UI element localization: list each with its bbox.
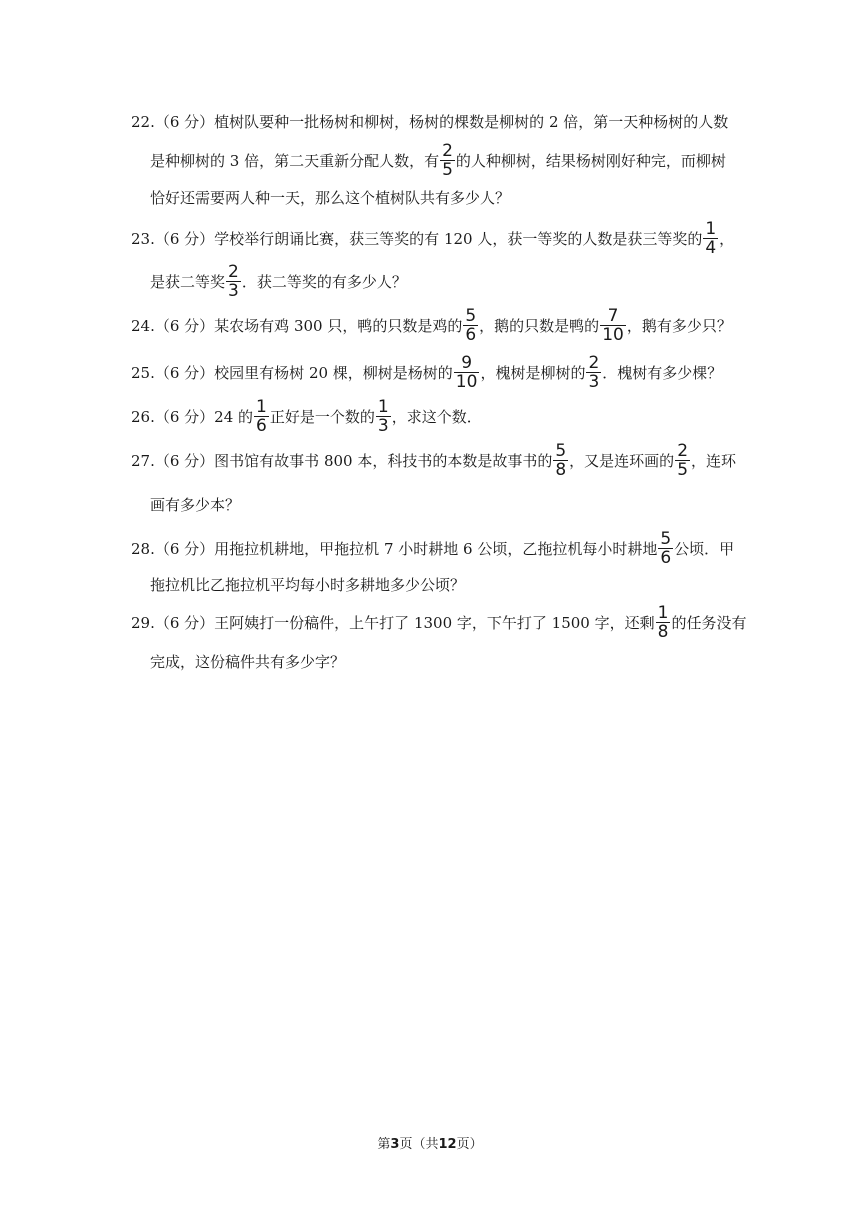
question-number: 27. — [131, 452, 155, 470]
fraction-numerator: 7 — [600, 307, 626, 326]
fraction-denominator: 4 — [705, 237, 717, 258]
question-text: ，又是连环画的 — [569, 452, 675, 470]
question-text: ．槐树有多少棵？ — [602, 364, 723, 382]
total-page-count: 12 — [438, 1137, 457, 1152]
fraction-denominator: 10 — [602, 324, 624, 345]
fraction-numerator: 5 — [660, 528, 672, 549]
question-text: 学校举行朗诵比赛，获三等奖的有 120 人，获一等奖的人数是获三等奖的 — [214, 230, 703, 248]
fraction-numerator: 5 — [555, 440, 567, 461]
fraction-numerator: 2 — [442, 140, 453, 161]
question-text-line — [150, 565, 465, 605]
fraction-denominator: 8 — [657, 621, 669, 642]
page-footer — [0, 1136, 860, 1154]
question-number: 22. — [131, 113, 155, 131]
question-points: （6 分） — [154, 230, 215, 248]
footer-suffix: 页） — [456, 1137, 483, 1152]
fraction-denominator: 10 — [455, 371, 478, 392]
question-text: 24 的 — [214, 408, 254, 426]
question-text: 恰好还需要两人种一天，那么这个植树队共有多少人？ — [150, 189, 511, 207]
question-text: 用拖拉机耕地，甲拖拉机 7 小时耕地 6 公顷，乙拖拉机每小时耕地 — [214, 540, 658, 558]
question-text: 拖拉机比乙拖拉机平均每小时多耕地多少公顷？ — [150, 576, 466, 594]
question-text: 某农场有鸡 300 只，鸭的只数是鸡的 — [214, 317, 463, 335]
fraction-numerator: 9 — [454, 354, 480, 373]
question-text: ， — [719, 230, 735, 248]
question-text: 的任务没有 — [671, 614, 747, 632]
fraction — [254, 398, 269, 435]
question-points: （6 分） — [154, 614, 215, 632]
question-text: 的人种柳树，结果杨树刚好种完，而柳树 — [455, 152, 726, 170]
question-text: 植树队要种一批杨树和柳树，杨树的棵数是柳树的 2 倍，第一天种杨树的人数 — [214, 113, 729, 131]
question-number: 24. — [131, 317, 155, 335]
fraction-denominator: 5 — [677, 459, 689, 480]
question-number: 23. — [131, 230, 155, 248]
question-text-line — [131, 219, 734, 259]
fraction — [600, 307, 626, 344]
question-points: （6 分） — [154, 113, 215, 131]
question-text: 王阿姨打一份稿件，上午打了 1300 字，下午打了 1500 字，还剩 — [214, 614, 655, 632]
fraction-numerator: 1 — [377, 396, 389, 417]
fraction-numerator: 2 — [588, 352, 600, 373]
fraction-numerator: 1 — [256, 396, 267, 417]
question-points: （6 分） — [154, 408, 215, 426]
question-text-line — [131, 441, 736, 481]
fraction-denominator: 6 — [256, 415, 267, 436]
fraction — [553, 442, 568, 479]
question-text: 图书馆有故事书 800 本，科技书的本数是故事书的 — [214, 452, 553, 470]
question-text-line — [150, 262, 407, 302]
question-text: 公顷．甲 — [674, 540, 735, 558]
fraction-numerator: 5 — [465, 305, 477, 326]
fraction-denominator: 5 — [442, 159, 453, 180]
footer-middle: 页（共 — [399, 1137, 439, 1152]
question-text-line — [150, 178, 510, 218]
fraction-denominator: 6 — [465, 324, 477, 345]
question-points: （6 分） — [154, 364, 215, 382]
question-text: 是获二等奖 — [150, 273, 226, 291]
fraction-denominator: 8 — [555, 459, 567, 480]
question-text-line — [150, 141, 726, 181]
footer-prefix: 第 — [377, 1137, 391, 1152]
fraction — [703, 220, 718, 257]
current-page-number: 3 — [390, 1137, 400, 1152]
fraction-numerator: 1 — [705, 218, 717, 239]
fraction — [440, 142, 455, 179]
question-text: ，槐树是柳树的 — [480, 364, 586, 382]
fraction-denominator: 6 — [660, 547, 672, 568]
question-text-line — [131, 353, 722, 393]
fraction-denominator: 3 — [377, 415, 389, 436]
question-text-line — [150, 642, 345, 682]
fraction — [376, 398, 391, 435]
question-text: 是种柳树的 3 倍，第二天重新分配人数，有 — [150, 152, 440, 170]
fraction — [586, 354, 601, 391]
question-text: ，鹅有多少只？ — [626, 317, 732, 335]
question-text: 画有多少本？ — [150, 496, 241, 514]
question-text: ，鹅的只数是鸭的 — [479, 317, 600, 335]
question-points: （6 分） — [154, 452, 215, 470]
fraction — [226, 263, 241, 300]
fraction-numerator: 2 — [677, 440, 689, 461]
question-text: ，连环 — [691, 452, 737, 470]
question-text-line — [150, 485, 240, 525]
question-text-line — [131, 397, 482, 437]
question-number: 29. — [131, 614, 155, 632]
question-number: 26. — [131, 408, 155, 426]
fraction — [658, 530, 673, 567]
question-text: 校园里有杨树 20 棵，柳树是杨树的 — [214, 364, 453, 382]
question-text: 完成，这份稿件共有多少字？ — [150, 653, 346, 671]
fraction-denominator: 3 — [588, 371, 600, 392]
fraction-denominator: 3 — [228, 280, 239, 301]
question-points: （6 分） — [154, 540, 215, 558]
question-number: 25. — [131, 364, 155, 382]
question-text-line — [131, 529, 734, 569]
fraction-numerator: 1 — [657, 602, 669, 623]
question-text: ，求这个数． — [391, 408, 482, 426]
fraction — [463, 307, 478, 344]
question-points: （6 分） — [154, 317, 215, 335]
question-text-line — [131, 306, 732, 346]
fraction — [675, 442, 690, 479]
question-text-line — [131, 603, 746, 643]
question-text: 正好是一个数的 — [269, 408, 375, 426]
question-number: 28. — [131, 540, 155, 558]
fraction — [656, 604, 671, 641]
fraction-numerator: 2 — [228, 261, 239, 282]
question-text: ．获二等奖的有多少人？ — [241, 273, 407, 291]
question-text-line — [131, 102, 728, 142]
fraction — [454, 354, 480, 391]
